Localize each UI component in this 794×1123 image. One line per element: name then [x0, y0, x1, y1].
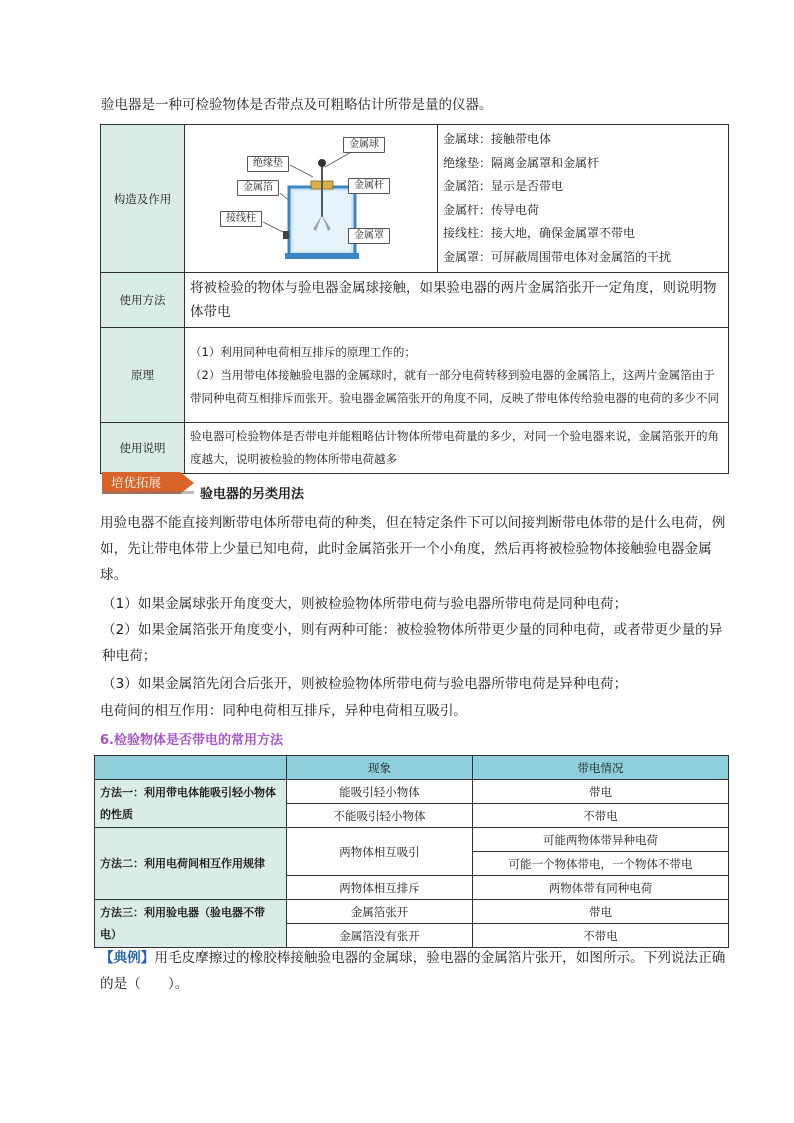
example-block — [100, 945, 730, 997]
label-metal-foil: 金属箔 — [237, 180, 279, 196]
label-metal-cover: 金属罩 — [348, 228, 390, 244]
example-tag: 【典例】 — [100, 950, 155, 966]
label-terminal: 接线柱 — [220, 211, 262, 227]
cell: 两物体相互排斥 — [287, 876, 473, 900]
cell: 两物体相互吸引 — [287, 828, 473, 876]
cell: 能吸引轻小物体 — [287, 780, 473, 804]
heading-6: 6.检验物体是否带电的常用方法 — [100, 733, 283, 748]
electroscope-diagram — [185, 125, 437, 272]
part-item: 绝缘垫：隔离金属罩和金属杆 — [443, 155, 600, 170]
cell: 金属箔张开 — [287, 900, 473, 924]
badge-label: 培优拓展 — [111, 475, 162, 490]
principle-text — [185, 328, 729, 423]
part-item: 金属箔：显示是否带电 — [443, 179, 564, 193]
header-phenomenon: 现象 — [287, 756, 473, 780]
cell: 带电 — [473, 780, 729, 804]
part-item: 金属罩：可屏蔽周围带电体对金属箔的干扰 — [443, 249, 672, 264]
methods-table — [94, 755, 729, 948]
paragraph-text: 用验电器不能直接判断带电体所带电荷的种类，但在特定条件下可以间接判断带电体带的是什么电荷，例如，先让带电体带上少量已知电荷，此时金属箔张开一个小角度，然后再将被检验物体接触验电器金属球。 — [100, 515, 726, 583]
electroscope-illustration — [185, 125, 437, 272]
cell: 不带电 — [473, 804, 729, 828]
label-metal-rod: 金属杆 — [348, 178, 390, 194]
method-2: 方法二：利用电荷间相互作用规律 — [95, 828, 287, 900]
header-empty — [95, 756, 287, 780]
cell: 两物体带有同种电荷 — [473, 876, 729, 900]
cell: 不带电 — [473, 924, 729, 948]
note-text: 验电器可检验物体是否带电并能粗略估计物体所带电荷量的多少，对同一个验电器来说，金属箔张开的角度越大，说明被检验的物体所带电荷越多 — [185, 423, 729, 474]
note-label: 使用说明 — [101, 423, 185, 474]
principle-label: 原理 — [101, 328, 185, 423]
usage-label: 使用方法 — [101, 273, 185, 328]
label-metal-ball: 金属球 — [343, 137, 385, 153]
electroscope-table — [100, 124, 729, 474]
structure-label: 构造及作用 — [101, 125, 185, 273]
example-text: 用毛皮摩擦过的橡胶棒接触验电器的金属球，验电器的金属箔片张开，如图所示。下列说法正确的是（ ）。 — [100, 950, 726, 992]
cell: 可能两物体带异种电荷 — [473, 828, 729, 852]
usage-text: 将被检验的物体与验电器金属球接触，如果验电器的两片金属箔张开一定角度，则说明物体带电 — [185, 273, 729, 328]
case-1: （1）如果金属球张开角度变大，则被检验物体所带电荷与验电器所带电荷是同种电荷； — [102, 596, 628, 612]
header-charge-status: 带电情况 — [473, 756, 729, 780]
method-1: 方法一：利用带电体能吸引轻小物体的性质 — [95, 780, 287, 828]
cell: 可能一个物体带电，一个物体不带电 — [473, 852, 729, 876]
intro-text: 验电器是一种可检验物体是否带点及可粗略估计所带是量的仪器。 — [101, 97, 493, 113]
method-3: 方法三：利用验电器（验电器不带电） — [95, 900, 287, 948]
parts-list — [438, 125, 729, 273]
part-item: 接线柱：接大地，确保金属罩不带电 — [443, 226, 636, 240]
part-item: 金属杆：传导电荷 — [443, 202, 540, 217]
electroscope-diagram-cell — [185, 125, 438, 273]
case-2: （2）如果金属箔张开角度变小，则有两种可能：被检验物体所带更少量的同种电荷，或者带更少量的异种电荷； — [102, 622, 723, 664]
principle-item-1: （1）利用同种电荷相互排斥的原理工作的； — [190, 344, 416, 359]
cell: 带电 — [473, 900, 729, 924]
label-insulator: 绝缘垫 — [247, 156, 289, 172]
cell: 金属箔没有张开 — [287, 924, 473, 948]
section-title: 验电器的另类用法 — [200, 487, 305, 502]
interaction-rule: 电荷间的相互作用：同种电荷相互排斥，异种电荷相互吸引。 — [100, 703, 468, 719]
cell: 不能吸引轻小物体 — [287, 804, 473, 828]
part-item: 金属球：接触带电体 — [443, 132, 552, 146]
principle-item-2: （2）当用带电体接触验电器的金属球时，就有一部分电荷转移到验电器的金属箔上，这两片金属箔由于带同种电荷互相排斥而张开。验电器金属箔张开的角度不同，反映了带电体传给验电器的电荷的多少不同 — [190, 367, 719, 405]
paragraph-alt-usage — [100, 510, 730, 588]
case-3: （3）如果金属箔先闭合后张开，则被检验物体所带电荷与验电器所带电荷是异种电荷； — [102, 676, 628, 692]
expansion-badge — [102, 472, 194, 494]
